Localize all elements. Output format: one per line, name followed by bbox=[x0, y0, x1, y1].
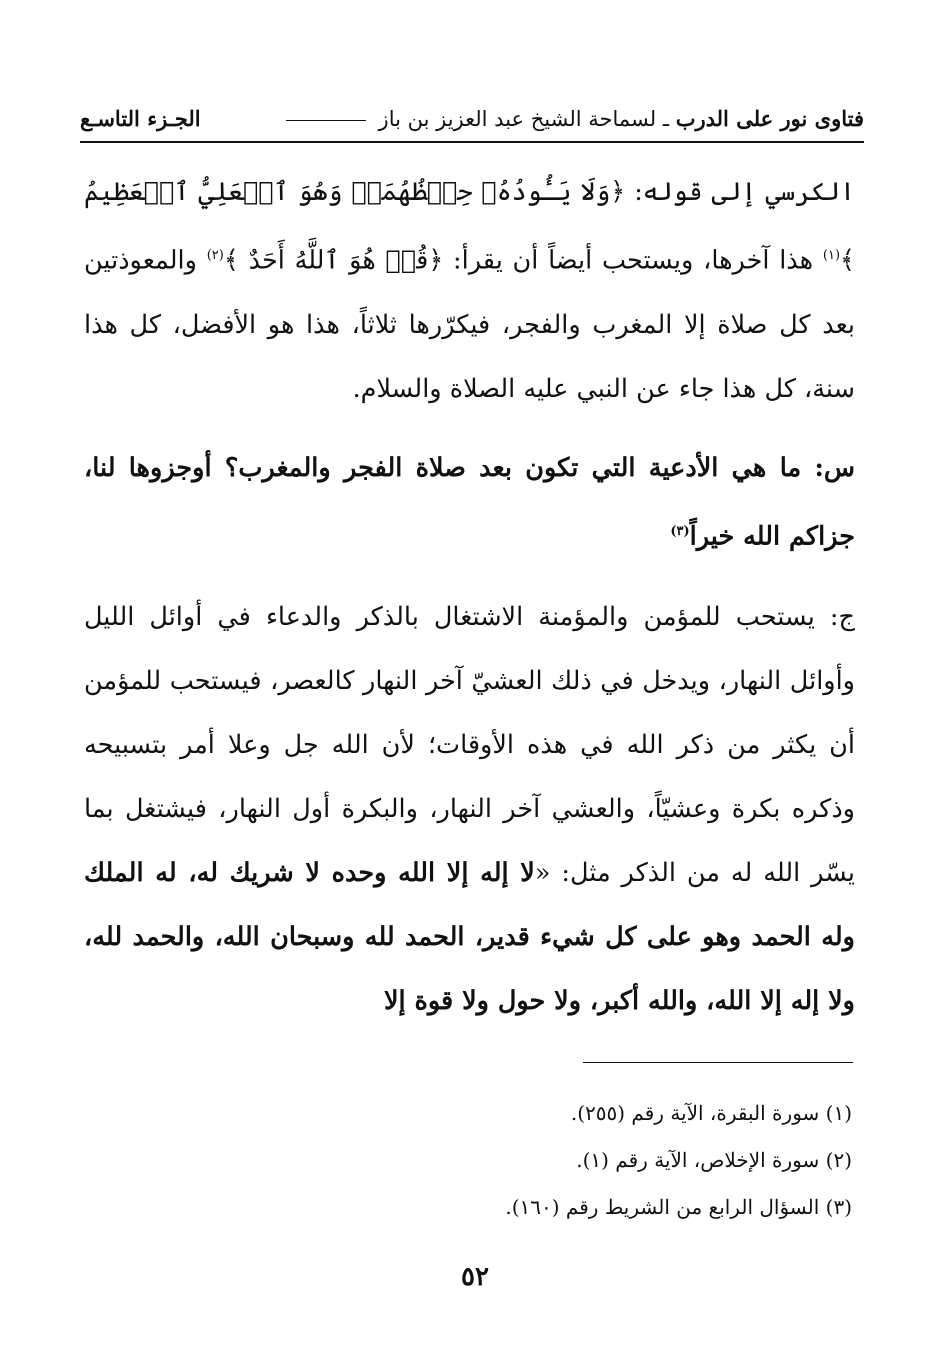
header-dash: ـ bbox=[662, 106, 670, 131]
volume-label: الجـزء التاسـع bbox=[80, 105, 201, 131]
header-rule bbox=[80, 141, 864, 143]
footnotes bbox=[300, 1090, 852, 1231]
footnote-2: (٢) سورة الإخلاص، الآية رقم (١). bbox=[576, 1148, 852, 1172]
answer-paragraph bbox=[84, 585, 855, 1033]
footnote-separator bbox=[583, 1062, 853, 1063]
para1-text-middle: هذا آخرها، ويستحب أيضاً أن يقرأ: bbox=[443, 245, 823, 276]
para1-text-end: والمعوذتين بعد كل صلاة إلا المغرب والفجر، فيكرّرها ثلاثاً، هذا هو الأفضل، كل هذا سنة، كل هذا جاء عن النبي عليه الصلاة والسلام. bbox=[84, 245, 855, 404]
footnote-1: (١) سورة البقرة، الآية رقم (٢٥٥). bbox=[570, 1101, 852, 1125]
paragraph-continuation bbox=[84, 160, 855, 421]
question-paragraph bbox=[84, 436, 855, 569]
book-title: فتاوى نور على الدرب bbox=[675, 105, 864, 131]
question-text: س: ما هي الأدعية التي تكون بعد صلاة الفجر والمغرب؟ أوجزوها لنا، جزاكم الله خيراً bbox=[84, 453, 855, 552]
answer-text: ج: يستحب للمؤمن والمؤمنة الاشتغال بالذكر والدعاء في أوائل الليل وأوائل النهار، ويدخل في ذلك العشيّ آخر النهار كالعصر، فيستحب للمؤمن أن يكثر من ذكر الله في هذه الأوقات؛ لأن الله جل وعلا أمر بتسبيحه وذكره بكرة وعشيّاً، والعشي آخر النهار، والبكرة أول النهار، فيشتغل بما يسّر الله له من الذكر مثل: « bbox=[84, 602, 856, 888]
quran-verse-ayat-al-kursi: ﴿وَلَا يَـُٔودُهُۥ حِفۡظُهُمَاۚ وَهُوَ ٱلۡعَلِيُّ ٱلۡعَظِيمُ ﴾ bbox=[84, 177, 855, 276]
footnote-ref-3: (٣) bbox=[670, 524, 690, 539]
footnote-3: (٣) السؤال الرابع من الشريط رقم (١٦٠). bbox=[505, 1195, 852, 1219]
footnote-ref-2: (٢) bbox=[206, 248, 224, 263]
header-separator-line bbox=[286, 120, 366, 121]
quran-verse-ikhlas: ﴿قُلۡ هُوَ ٱللَّهُ أَحَدٌ ﴾ bbox=[223, 245, 444, 276]
page-number: ٥٢ bbox=[461, 1262, 489, 1292]
footnote-ref-1: (١) bbox=[822, 248, 841, 263]
para1-text-start: الكرسي إلى قوله: bbox=[625, 177, 855, 207]
header-title-author bbox=[280, 106, 864, 131]
running-header bbox=[80, 98, 864, 138]
author-name: لسماحة الشيخ عبد العزيز بن باز bbox=[378, 106, 657, 131]
answer-dhikr-bold: لا إله إلا الله وحده لا شريك له، له الملك وله الحمد وهو على كل شيء قدير، الحمد لله وسبحان الله، والحمد لله، ولا إله إلا الله، والله أكبر، ولا حول ولا قوة إلا bbox=[84, 858, 855, 1016]
